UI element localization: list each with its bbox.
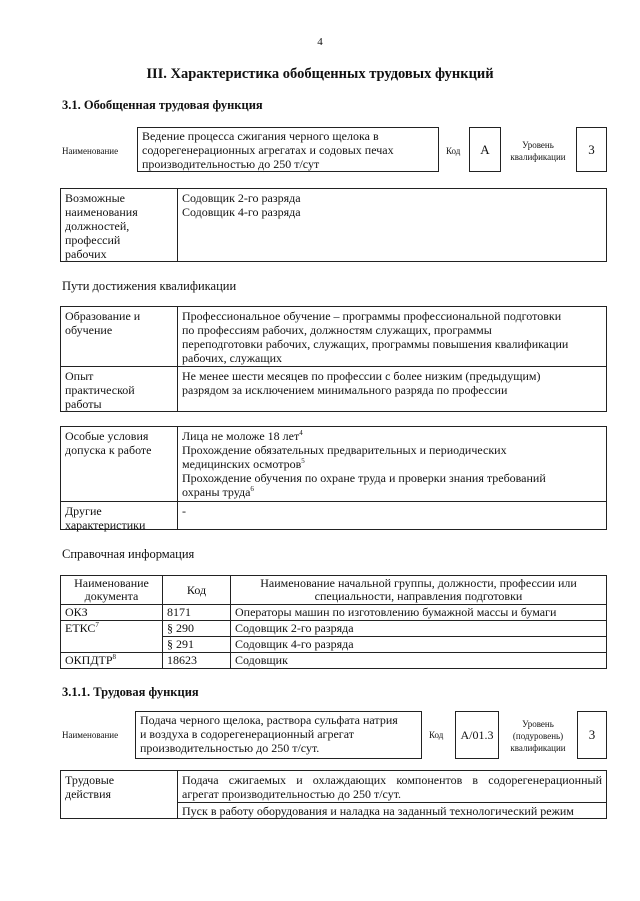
condition-text: Лица не моложе 18 лет: [182, 429, 300, 443]
table-row: [61, 621, 607, 637]
gtf-level-label-line: квалификации: [510, 152, 566, 162]
ref-col-name-line: специальности, направления подготовки: [314, 589, 523, 603]
positions-label-line: должностей,: [65, 219, 130, 233]
ref-col-document-line: документа: [84, 589, 139, 603]
condition-line: [182, 457, 546, 471]
ref-name: Содовщик: [231, 653, 607, 669]
experience-label: [65, 369, 135, 411]
footnote-ref: 7: [95, 621, 99, 629]
ref-name: Операторы машин по изготовлению бумажной массы и бумаги: [231, 605, 607, 621]
positions-label-line: рабочих: [65, 247, 107, 261]
ref-col-name-line: Наименование начальной группы, должности, профессии или: [260, 576, 577, 590]
special-label-line: Особые условия: [65, 429, 149, 443]
tf-code-label: Код: [429, 730, 444, 740]
ref-col-document-line: Наименование: [74, 576, 149, 590]
condition-line: [182, 429, 546, 443]
position-item: Содовщик 4-го разряда: [182, 205, 301, 219]
table-row: [61, 637, 607, 653]
education-label-line: Образование и: [65, 309, 141, 323]
tf-level-label-line: Уровень: [522, 719, 554, 729]
special-label-line: допуска к работе: [65, 443, 152, 457]
ref-doc-text: ОКЗ: [65, 605, 88, 619]
gtf-name-line: производительностью до 250 т/сут: [142, 157, 320, 171]
position-item: Содовщик 2-го разряда: [182, 191, 301, 205]
reference-heading: Справочная информация: [62, 547, 195, 561]
tf-level-label-line: квалификации: [510, 743, 566, 753]
ref-col-document: [61, 576, 163, 605]
actions-label: [65, 773, 114, 801]
ref-col-name: [231, 576, 607, 605]
experience-value: [182, 369, 541, 397]
experience-line: разрядом за исключением минимального разряда по профессии: [182, 383, 508, 397]
tf-name-line: производительностью до 250 т/сут.: [140, 741, 320, 755]
action-line: агрегат производительностью до 250 т/сут.: [182, 787, 402, 801]
other-label-line: характеристики: [65, 518, 146, 532]
table-row: [61, 605, 607, 621]
condition-line: [182, 485, 546, 499]
condition-text: медицинских осмотров: [182, 457, 302, 471]
positions-label-line: Возможные: [65, 191, 125, 205]
section-title: III. Характеристика обобщенных трудовых функций: [146, 66, 494, 82]
positions-label-line: наименования: [65, 205, 138, 219]
page-number: 4: [317, 36, 323, 48]
experience-line: Не менее шести месяцев по профессии с более низким (предыдущим): [182, 369, 541, 383]
positions-label: [65, 191, 138, 261]
condition-text: охраны труда: [182, 485, 251, 499]
tf-level-label-line: (подуровень): [512, 731, 564, 741]
actions-table: [60, 770, 607, 819]
experience-label-line: работы: [65, 397, 102, 411]
gtf-code: А: [469, 127, 501, 172]
qualification-heading: Пути достижения квалификации: [62, 279, 237, 293]
footnote-ref: 5: [301, 457, 305, 465]
table-row: [61, 653, 607, 669]
experience-label-line: Опыт: [65, 369, 94, 383]
reference-table: [60, 575, 607, 669]
tf-level-label: [502, 718, 574, 754]
experience-label-line: практической: [65, 383, 135, 397]
gtf-heading: 3.1. Обобщенная трудовая функция: [62, 98, 263, 112]
footnote-ref: 4: [299, 429, 303, 437]
special-conditions-value: [182, 429, 546, 499]
education-value: [182, 309, 568, 365]
action-item: [182, 773, 602, 801]
gtf-code-label: Код: [446, 146, 461, 156]
gtf-name-box: [137, 127, 439, 172]
tf-heading: 3.1.1. Трудовая функция: [62, 685, 199, 699]
tf-name-line: Подача черного щелока, раствора сульфата натрия: [140, 713, 398, 727]
other-characteristics-value: -: [182, 504, 186, 518]
gtf-level-label: [502, 139, 574, 163]
ref-doc: [61, 621, 163, 637]
ref-code: 8171: [163, 605, 231, 621]
ref-doc: [61, 637, 163, 653]
education-line: по профессиям рабочих, должностям служащих, программы: [182, 323, 492, 337]
ref-doc: [61, 653, 163, 669]
education-label: [65, 309, 140, 337]
footnote-ref: 8: [112, 653, 117, 661]
tf-name-label: Наименование: [62, 730, 119, 740]
qualification-table: [60, 306, 607, 412]
other-label-line: Другие: [65, 504, 102, 518]
education-line: Профессиональное обучение – программы профессиональной подготовки: [182, 309, 562, 323]
reference-header-row: [61, 576, 607, 605]
ref-code: § 290: [163, 621, 231, 637]
gtf-level: 3: [576, 127, 607, 172]
ref-col-code: Код: [163, 576, 231, 605]
gtf-name-line: содорегенерационных агрегатах и содовых печах: [142, 143, 394, 157]
tf-code: А/01.3: [455, 711, 499, 759]
education-line: переподготовки рабочих, служащих, программы повышения квалификации: [182, 337, 569, 351]
gtf-level-label-line: Уровень: [522, 140, 554, 150]
education-line: рабочих, служащих: [182, 351, 283, 365]
footnote-ref: 6: [250, 485, 254, 493]
positions-label-line: профессий: [65, 233, 121, 247]
action-line: Подача сжигаемых и охлаждающих компонентов в содорегенерационный: [182, 773, 602, 787]
tf-name-box: [135, 711, 422, 759]
tf-name-line: и воздуха в содорегенерационный агрегат: [140, 727, 354, 741]
ref-name: Содовщик 2-го разряда: [231, 621, 607, 637]
conditions-table: [60, 426, 607, 530]
gtf-name-line: Ведение процесса сжигания черного щелока в: [142, 129, 379, 143]
actions-label-line: Трудовые: [65, 773, 115, 787]
special-conditions-label: [65, 429, 152, 457]
gtf-name-label: Наименование: [62, 146, 119, 156]
action-item: Пуск в работу оборудования и наладка на заданный технологический режим: [182, 804, 574, 818]
positions-values: [182, 191, 301, 219]
actions-label-line: действия: [65, 787, 112, 801]
ref-doc-text: ЕТКС: [65, 621, 96, 635]
tf-level: 3: [577, 711, 607, 759]
other-characteristics-label: [65, 504, 145, 532]
ref-name: Содовщик 4-го разряда: [231, 637, 607, 653]
positions-table: [60, 188, 607, 262]
education-label-line: обучение: [65, 323, 113, 337]
condition-line: Прохождение обязательных предварительных и периодических: [182, 443, 507, 457]
ref-code: 18623: [163, 653, 231, 669]
ref-doc: [61, 605, 163, 621]
condition-line: Прохождение обучения по охране труда и проверки знания требований: [182, 471, 546, 485]
ref-code: § 291: [163, 637, 231, 653]
ref-doc-text: ОКПДТР: [65, 653, 113, 667]
